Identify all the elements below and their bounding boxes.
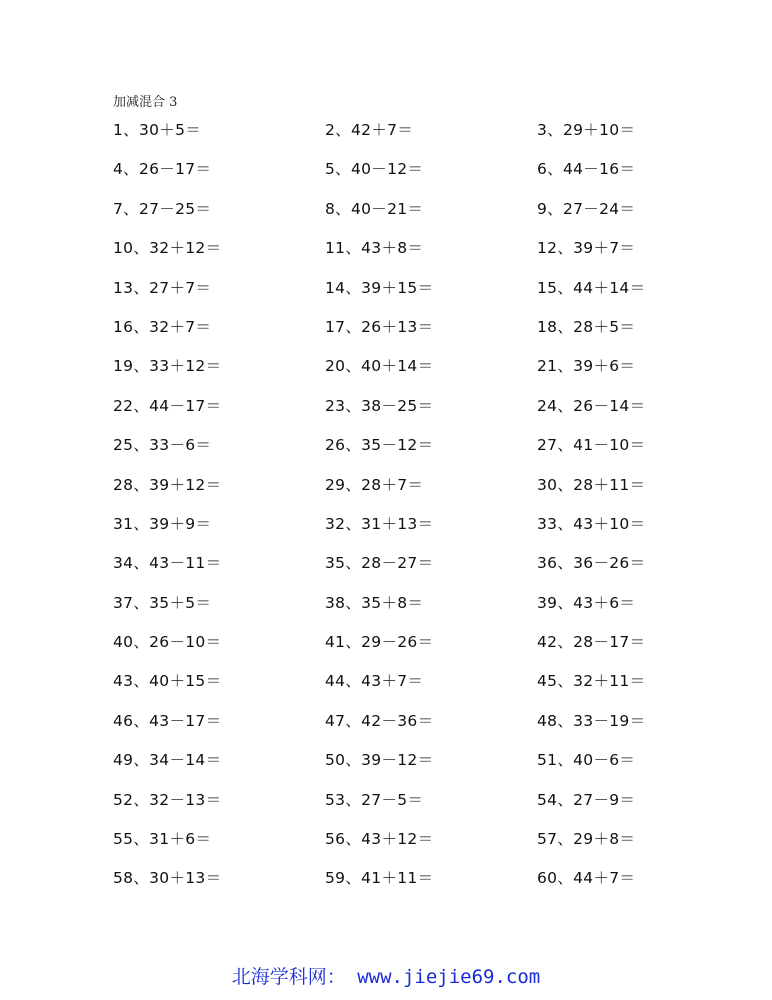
math-problem: 31、39＋9＝ (113, 514, 212, 533)
math-problem: 8、40－21＝ (325, 199, 424, 218)
math-problem: 38、35＋8＝ (325, 593, 424, 612)
math-problem: 1、30＋5＝ (113, 121, 202, 139)
math-problem: 11、43＋8＝ (325, 239, 424, 258)
footer-watermark: 北海学科网： www.jiejie69.com (231, 966, 541, 988)
math-problem: 4、26－17＝ (113, 160, 212, 179)
math-problem: 17、26＋13＝ (325, 317, 434, 336)
math-problem: 37、35＋5＝ (113, 593, 212, 612)
math-problem: 22、44－17＝ (113, 396, 222, 415)
math-problem: 26、35－12＝ (325, 436, 434, 455)
math-problem: 45、32＋11＝ (537, 672, 646, 691)
math-problem: 49、34－14＝ (113, 751, 222, 770)
math-problem: 36、36－26＝ (537, 554, 646, 573)
math-problem: 5、40－12＝ (325, 160, 424, 179)
math-problem: 35、28－27＝ (325, 554, 434, 573)
math-problem: 16、32＋7＝ (113, 317, 212, 336)
math-problem: 43、40＋15＝ (113, 672, 222, 691)
worksheet-title: 加减混合 3 (113, 95, 178, 110)
math-problem: 42、28－17＝ (537, 633, 646, 652)
math-problem: 41、29－26＝ (325, 633, 434, 652)
math-problem: 56、43＋12＝ (325, 830, 434, 849)
math-problem: 40、26－10＝ (113, 633, 222, 652)
math-problem: 9、27－24＝ (537, 199, 636, 218)
math-problem: 13、27＋7＝ (113, 278, 212, 297)
math-problem: 50、39－12＝ (325, 751, 434, 770)
math-problem: 23、38－25＝ (325, 396, 434, 415)
math-problem: 47、42－36＝ (325, 711, 434, 730)
math-problem: 27、41－10＝ (537, 436, 646, 455)
math-problem: 29、28＋7＝ (325, 475, 424, 494)
math-problem: 21、39＋6＝ (537, 357, 636, 376)
math-problem: 59、41＋11＝ (325, 869, 434, 888)
math-problem: 48、33－19＝ (537, 711, 646, 730)
math-problem: 25、33－6＝ (113, 436, 212, 455)
math-problem: 24、26－14＝ (537, 396, 646, 415)
math-problem: 54、27－9＝ (537, 790, 636, 809)
math-problem: 32、31＋13＝ (325, 514, 434, 533)
math-problem: 33、43＋10＝ (537, 514, 646, 533)
math-problem: 44、43＋7＝ (325, 672, 424, 691)
math-problem: 14、39＋15＝ (325, 278, 434, 297)
math-problem: 46、43－17＝ (113, 711, 222, 730)
problem-grid (113, 118, 673, 906)
math-problem: 60、44＋7＝ (537, 869, 636, 888)
math-problem: 3、29＋10＝ (537, 121, 636, 139)
math-problem: 39、43＋6＝ (537, 593, 636, 612)
math-problem: 2、42＋7＝ (325, 121, 414, 139)
math-problem: 19、33＋12＝ (113, 357, 222, 376)
math-problem: 7、27－25＝ (113, 199, 212, 218)
math-problem: 18、28＋5＝ (537, 317, 636, 336)
math-problem: 10、32＋12＝ (113, 239, 222, 258)
math-problem: 55、31＋6＝ (113, 830, 212, 849)
math-problem: 12、39＋7＝ (537, 239, 636, 258)
math-problem: 34、43－11＝ (113, 554, 222, 573)
math-problem: 28、39＋12＝ (113, 475, 222, 494)
math-problem: 57、29＋8＝ (537, 830, 636, 849)
math-problem: 30、28＋11＝ (537, 475, 646, 494)
math-problem: 52、32－13＝ (113, 790, 222, 809)
math-problem: 53、27－5＝ (325, 790, 424, 809)
math-problem: 51、40－6＝ (537, 751, 636, 770)
math-problem: 15、44＋14＝ (537, 278, 646, 297)
math-problem: 6、44－16＝ (537, 160, 636, 179)
math-problem: 20、40＋14＝ (325, 357, 434, 376)
math-problem: 58、30＋13＝ (113, 869, 222, 888)
